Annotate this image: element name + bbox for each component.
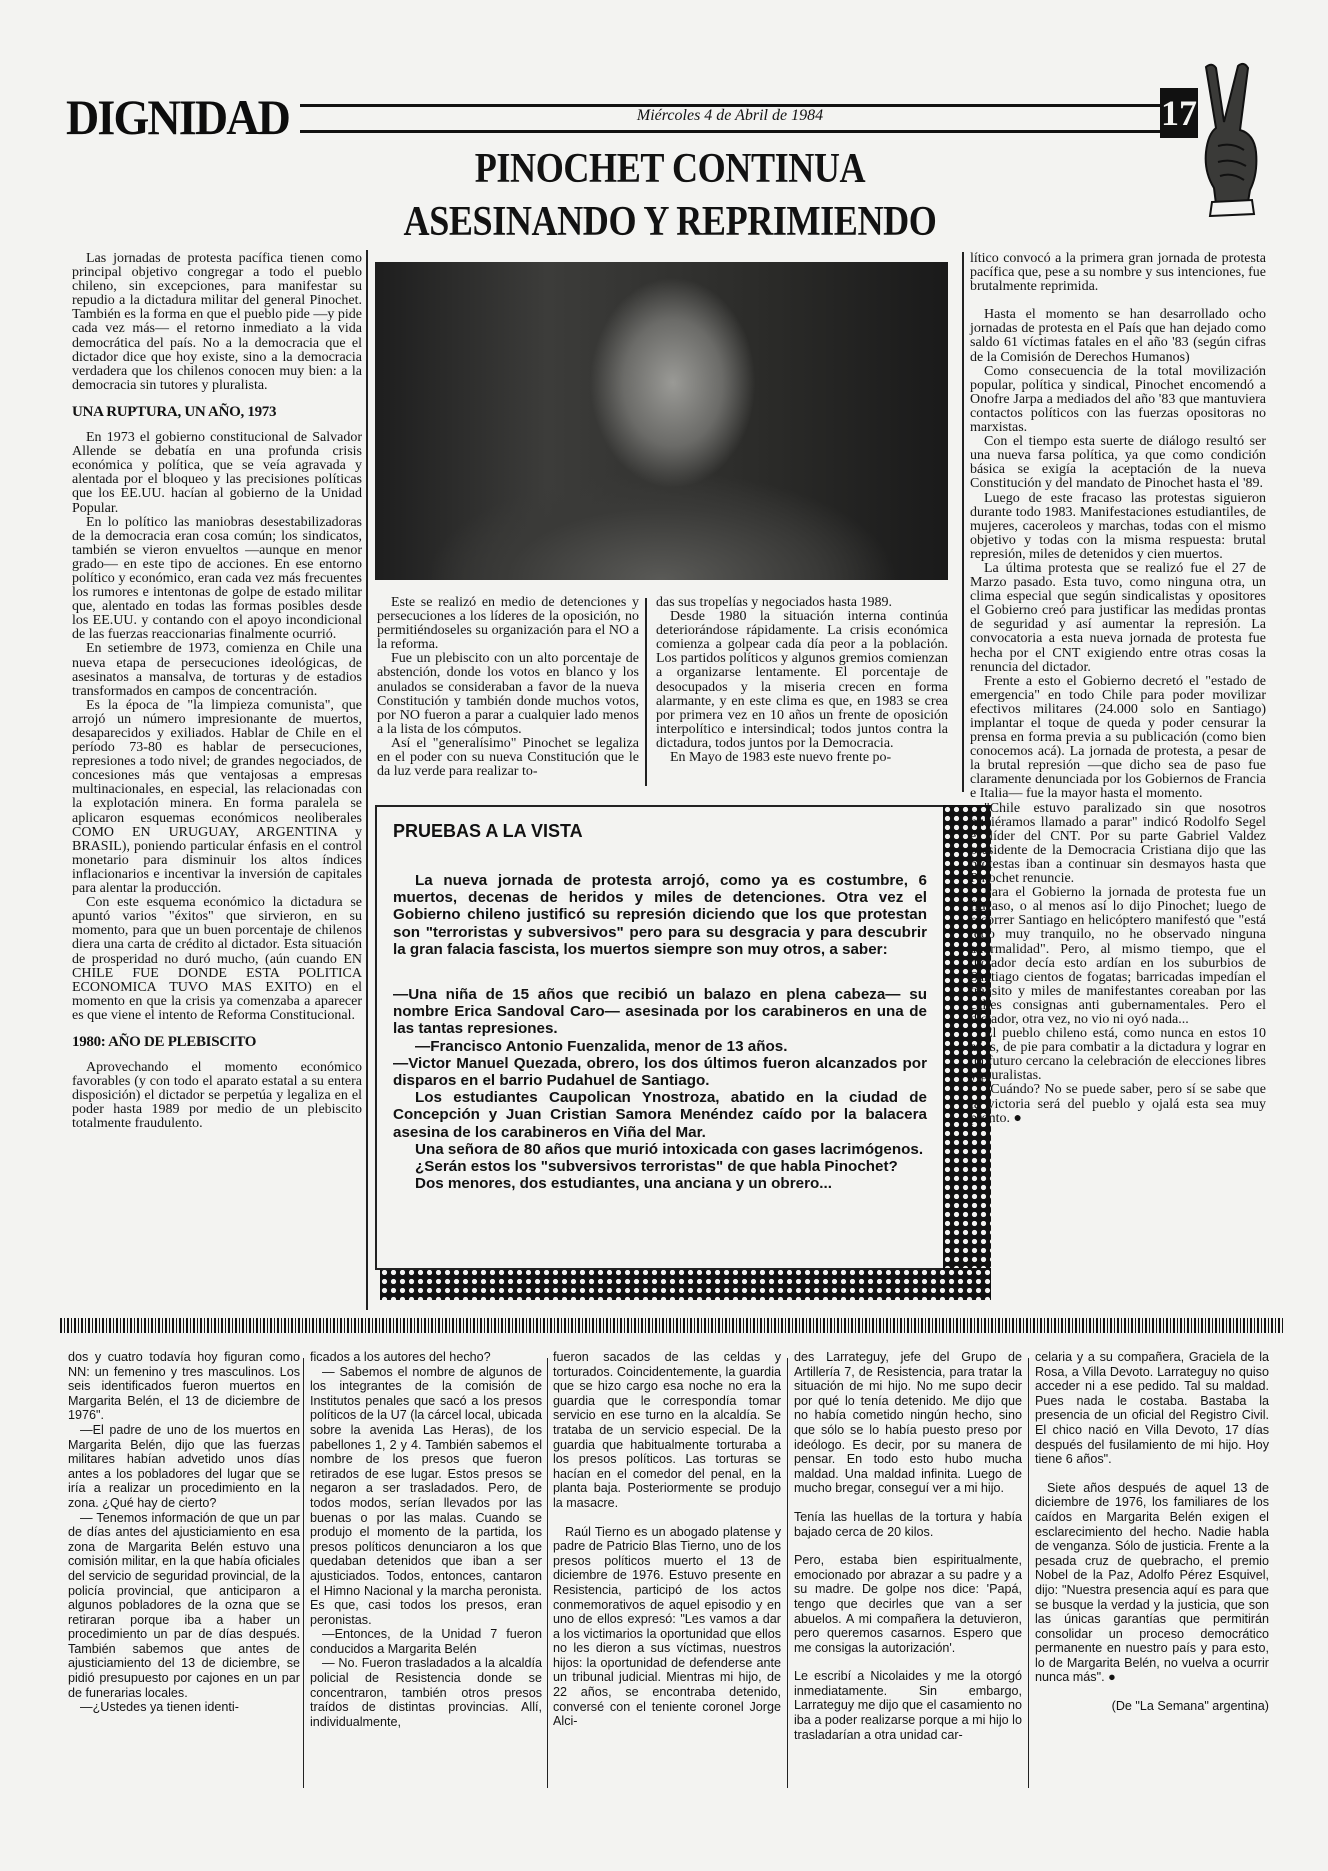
paragraph: — Sabemos el nombre de algunos de los integrantes de la comisión de Institutos penales que sacó a los presos políticos de la U7 (la cárcel local, ubicada sobre la avenida Las Heras), de los pabellones 1, 2 y 4. También sabemos el nombre de los presos que fueron retirados de ese lugar. Estos presos se negaron a ser trasladados. Pero, de todos modos, serían llevados por las buenas o por las malas. Cuando se produjo el momento de la partida, los presos políticos denunciaron a los que quedaban detenidos que iban a ser ajusticiados. Todos, entonces, cantaron el Himno Nacional y la marcha peronista. Es que, casi todos los presos, eran peronistas.: [310, 1364, 542, 1627]
paragraph: Dos menores, dos estudiantes, una anciana y un obrero...: [415, 1175, 832, 1193]
paragraph: En 1973 el gobierno constitucional de Salvador Allende se debatía en una profunda crisis económica y política, que se veía agravada y alentada por el bloqueo y las precisiones políticas que los EE.UU. hacían al gobierno de la Unidad Popular.: [72, 430, 362, 516]
paragraph: Para el Gobierno la jornada de protesta fue un fracaso, o al menos así lo dijo Pinochet; luego de recorrer Santiago en helicóptero manifestó que "está todo muy tranquilo, no he observado ninguna anormalidad". Pero, al mismo tiempo, que el dictador decía esto ardían en los suburbios de Santiago cientos de fogatas; barricadas impedían el tránsito y miles de manifestantes coreaban por las calles consignas anti gubernamentales. Pero el dictador, otra vez, no vio ni oyó nada...: [970, 885, 1266, 1027]
subheading: UNA RUPTURA, UN AÑO, 1973: [72, 403, 277, 420]
continuation-column-1: [68, 1350, 300, 1715]
paragraph: —Victor Manuel Quezada, obrero, los dos últimos fueron alcanzados por disparos en el barrio Pudahuel de Santiago.: [393, 1054, 927, 1090]
paragraph: Luego de este fracaso las protestas siguieron durante todo 1983. Manifestaciones estudiantiles, de mujeres, caceroleos y marchas, todas con el mismo objetivo y todas con la misma respuesta: brutal represión, miles de detenidos y cien muertos.: [970, 490, 1266, 562]
pruebas-sidebar-box: [375, 805, 943, 1270]
paragraph: La última protesta que se realizó fue el 27 de Marzo pasado. Esta tuvo, como ninguna otra, un clima especial que según sindicalistas y opositores el Gobierno creó para justificar las medidas prontas de seguridad y así aumentar la represión. La convocatoria a esta nueva jornada de protesta fue hecha por el CNT exigiendo entre otras cosas la renuncia del dictador.: [970, 560, 1266, 675]
paragraph: En lo político las maniobras desestabilizadoras de la democracia eran cosa común; los sindicatos, también se vieron envueltos —aunque en menor grado— en este tipo de acciones. En ese entorno político y económico, eran cada vez más frecuentes los rumores e intentonas de golpe de estado militar que, alentado en todas las formas posibles desde los EE.UU. y contando con el apoyo incondicional de las fuerzas reaccionarias finalmente ocurrió.: [72, 514, 362, 643]
paragraph: —Una niña de 15 años que recibió un balazo en plena cabeza— su nombre Erica Sandoval Caro— asesinada por los carabineros en una de las tantas represiones.: [393, 986, 927, 1038]
halftone-shadow-bottom: [380, 1268, 991, 1300]
paragraph: Este se realizó en medio de detenciones y persecuciones a los líderes de la oposición, no permitiéndoseles su organización para el NO a la reforma.: [377, 595, 639, 653]
paragraph: Una señora de 80 años que murió intoxicada con gases lacrimógenos.: [415, 1140, 924, 1158]
paragraph: Le escribí a Nicolaides y me la otorgó inmediatamente. Sin embargo, Larrateguy me dijo que el casamiento no iba a poder realizarse porque a mi hijo lo trasladarían a otra unidad car-: [794, 1669, 1022, 1742]
column-divider: [645, 598, 647, 786]
paragraph: celaria y a su compañera, Graciela de la Rosa, a Villa Devoto. Larrateguy no quiso acceder ni a ese pedido. Tal su maldad. Pues nada le costaba. Bastaba la presencia de un oficial del Registro Civil. El chico nació en Villa Devoto, 17 días después del fusilamiento de mi hijo. Hoy tiene 6 años".: [1035, 1350, 1269, 1467]
paragraph: En Mayo de 1983 este nuevo frente po-: [670, 750, 892, 766]
page-number: 17: [1160, 88, 1198, 138]
article-column-4: [970, 252, 1266, 1126]
paragraph: Fue un plebiscito con un alto porcentaje de abstención, donde los votos en blanco y los anulados se consideraban a favor de la nueva Constitución y también donde muchos votos, por NO fueron a parar a cualquier lado menos a la lista de los cómputos.: [377, 651, 639, 737]
issue-date: Miércoles 4 de Abril de 1984: [636, 107, 824, 124]
article-column-3: [656, 596, 948, 765]
paragraph: — No. Fueron trasladados a la alcaldía policial de Resistencia donde se concentraron, también otros presos traídos de distintas provincias. Allí, individualmente,: [310, 1656, 542, 1729]
continuation-column-4: [794, 1350, 1022, 1742]
column-divider: [366, 250, 368, 1310]
newspaper-logo: DIGNIDAD: [66, 89, 289, 145]
headline-line-1: PINOCHET CONTINUA: [474, 146, 866, 192]
paragraph: des Larrateguy, jefe del Grupo de Artillería 7, de Resistencia, para tratar la situación de mi hijo. No me supo decir por qué lo tenía detenido. Me dijo que no había cometido ningún hecho, sino que sólo se lo había puesto preso por ideólogo. Es decir, por su manera de pensar. En todo esto hubo mucha maldad. Una maldad infinita. Luego de mucho bregar, conseguí ver a mi hijo.: [794, 1350, 1022, 1496]
paragraph: Tenía las huellas de la tortura y había bajado cerca de 20 kilos.: [794, 1509, 1022, 1539]
paragraph: Es la época de "la limpieza comunista", que arrojó un número impresionante de muertos, desaparecidos y exiliados. Hablar de Chile en el período 73-80 es hablar de persecuciones, represiones a todo nivel; de grandes negociados, de concesiones más que ventajosas a empresas multinacionales, en especial, las relacionadas con la explotación minera. En forma paralela se aplicaron esquemas económicos neoliberales COMO EN URUGUAY, ARGENTINA y BRASIL), poniendo particular énfasis en el control monetario para disminuir los altos índices inflacionarios e incentivar la inversión de capitales para alentar la producción.: [72, 697, 362, 897]
paragraph: La nueva jornada de protesta arrojó, como ya es costumbre, 6 muertos, decenas de heridos y miles de detenciones. Otra vez el Gobierno chileno justificó su represión diciendo que los que protestan son "terroristas y subversivos" pero para su desgracia y para descubrir la gran falacia fascista, los muertos siempre son muy otros, a saber:: [393, 872, 927, 958]
column-divider: [547, 1358, 548, 1788]
paragraph: —El padre de uno de los muertos en Margarita Belén, dijo que las fuerzas militares habían advetido unos días antes a los pobladores del lugar que se iría a realizar un procedimiento en la zona. ¿Qué hay de cierto?: [68, 1422, 300, 1510]
victory-hand-icon: [1198, 62, 1268, 222]
masthead-rule-bottom: [300, 130, 1160, 133]
paragraph: —¿Ustedes ya tienen identi-: [80, 1700, 239, 1715]
article-column-2: [377, 596, 639, 779]
column-divider: [303, 1358, 304, 1788]
paragraph: En setiembre de 1973, comienza en Chile una nueva etapa de persecuciones ideológicas, de asesinatos a mansalva, de torturas y de estadios transformados en campos de concentración.: [72, 641, 362, 699]
paragraph: fueron sacados de las celdas y torturados. Coincidentemente, la guardia que se hizo cargo esa noche no era la guardia que le correspondía tomar servicio en ese turno en la alcaldía. Se trataba de un servicio especial. De la guardia que habitualmente torturaba a los presos políticos. Las torturas se hacían en el comedor del penal, en la planta baja. Posteriormente se produjo la masacre.: [553, 1350, 781, 1510]
continuation-column-2: [310, 1350, 542, 1729]
paragraph: Así el "generalísimo" Pinochet se legaliza en el poder con su nueva Constitución que le da luz verde para realizar to-: [377, 735, 639, 780]
pinochet-photo: [375, 262, 948, 580]
paragraph: —Francisco Antonio Fuenzalida, menor de 13 años.: [415, 1037, 788, 1055]
paragraph: das sus tropelías y negociados hasta 1989.: [656, 595, 893, 610]
paragraph: Aprovechando el momento económico favorables (y con todo el aparato estatal a su entera disposición) el dictador se perpetúa y legaliza en el poder hasta 1989 por medio de un plebiscito totalmente fraudulento.: [72, 1060, 362, 1132]
paragraph: Los estudiantes Caupolican Ynostroza, abatido en la ciudad de Concepción y Juan Cristian Samora Menéndez caído por la balacera asesina de los carabineros en Viña del Mar.: [393, 1089, 927, 1141]
sidebar-title: PRUEBAS A LA VISTA: [393, 821, 583, 841]
paragraph: "Chile estuvo paralizado sin que nosotros hubiéramos llamado a parar" indicó Rodolfo Segel el líder del CNT. Por su parte Gabriel Valdez presidente de la Democracia Cristiana dijo que las protestas iban a continuar sin desmayos hasta que Pinochet renuncie.: [970, 800, 1266, 887]
paragraph: Como consecuencia de la total movilización popular, política y sindical, Pinochet encomendó a Onofre Jarpa a mediados del año '83 que mantuviera contactos políticos con las fuerzas opositoras no marxistas.: [970, 363, 1266, 436]
continuation-column-3: [553, 1350, 781, 1729]
paragraph: —Entonces, de la Unidad 7 fueron conducidos a Margarita Belén: [310, 1627, 542, 1656]
paragraph: El pueblo chileno está, como nunca en estos 10 años, de pie para combatir a la dictadura y lograr en un futuro cercano la celebración de elecciones libres y pluralistas.: [970, 1026, 1266, 1084]
paragraph: dos y cuatro todavía hoy figuran como NN: un femenino y tres masculinos. Los seis identificados fueron muertos en Margarita Belén, el 13 de diciembre de 1976".: [68, 1350, 300, 1423]
article-column-1: [72, 252, 362, 1132]
paragraph: Desde 1980 la situación interna continúa deteriorándose rápidamente. La crisis económica comienza a golpear cada día peor a la población. Los partidos políticos y algunos gremios comienzan a organizarse lentamente. El porcentaje de desocupados y la miseria crecen en forma alarmante, y en este clima es que, en 1983 se crea por primera vez en 10 años un frente de oposición interpolítico e intersindical; todos juntos contra la dictadura, todos juntos por la Democracia.: [656, 609, 948, 751]
paragraph: — Tenemos información de que un par de días antes del ajusticiamiento en esa zona de Margarita Belén estuvo una comisión militar, en la que había oficiales del servicio de seguridad provincial, de la policía provincial, que anticiparon a algunos pobladores de la ozna que se retiraran porque iba a haber un procedimiento un par de días después. También sabemos que antes de ajusticiamiento del 13 de diciembre, se pidió presupuesto por cajones en un par de funerarias locales.: [68, 1510, 300, 1700]
paragraph: Raúl Tierno es un abogado platense y padre de Patricio Blas Tierno, uno de los presos políticos muerto el 13 de diciembre de 1976. Estuvo presente en Resistencia, participó de los actos conmemorativos de aquel episodio y en uno de ellos expresó: "Les vamos a dar a los victimarios la oportunidad que ellos no les dieron a sus víctimas, nuestros hijos: la oportunidad de defenderse ante un tribunal judicial. Mientras mi hijo, de 22 años, se encontraba detenido, conversé con el teniente coronel Jorge Alci-: [553, 1524, 781, 1729]
paragraph: Siete años después de aquel 13 de diciembre de 1976, los familiares de los caídos en Margarita Belén exigen el esclarecimiento del hecho. Nadie habla de venganza. Sólo de justicia. Frente a la pesada cruz de quebracho, el premio Nobel de la Paz, Adolfo Pérez Esquivel, dijo: "Nuestra presencia aquí es para que se busque la verdad y la justicia, que son las únicas garantías que permitirán consolidar un proceso democrático permanente en nuestro país y para esto, lo de Margarita Belén, no vuelva a ocurrir nunca más". ●: [1035, 1480, 1269, 1685]
paragraph: Con este esquema económico la dictadura se apuntó varios "éxitos" que sirvieron, en su momento, para que un buen porcentaje de chilenos diera una carta de crédito al dictador. Esta situación de prosperidad no duró mucho, (aún cuando EN CHILE FUE DONDE ESTA POLITICA ECONOMICA TUVO MAS EXITO) en el momento en que la crisis ya comenzaba a aparecer es que viene el intento de Reforma Constitucional.: [72, 895, 362, 1023]
column-divider: [1028, 1358, 1029, 1788]
subheading: 1980: AÑO DE PLEBISCITO: [72, 1033, 257, 1050]
paragraph: ¿Serán estos los "subversivos terroristas" de que habla Pinochet?: [415, 1158, 898, 1176]
paragraph: Las jornadas de protesta pacífica tienen como principal objetivo congregar a todo el pueblo chileno, sin excepciones, para manifestar su repudio a la dictadura militar del general Pinochet. También es la forma en que el pueblo pide —y pide cada vez más— el retorno inmediato a la vida democrática del país. No a la democracia que el dictador dice que hoy existe, sino a la democracia verdadera que los chilenos conocen muy bien: a la democracia sin tutores y pluralista.: [72, 251, 362, 393]
paragraph: Con el tiempo esta suerte de diálogo resultó ser una nueva farsa política, ya que como condición básica se exigía la aceptación de la nueva Constitución y del mandato de Pinochet hasta el '89.: [970, 434, 1266, 492]
paragraph: lítico convocó a la primera gran jornada de protesta pacífica que, pese a su nombre y sus intenciones, fue brutalmente reprimida.: [970, 251, 1266, 295]
source-credit: (De "La Semana" argentina): [1111, 1699, 1269, 1714]
paragraph: ficados a los autores del hecho?: [310, 1350, 491, 1364]
continuation-column-5: [1035, 1350, 1269, 1714]
headline-line-2: ASESINANDO Y REPRIMIENDO: [403, 199, 937, 245]
paragraph: Frente a esto el Gobierno decretó el "estado de emergencia" en todo Chile para poder movilizar efectivos militares (24.000 solo en Santiago) implantar el toque de queda y poder censurar la prensa en forma previa a su publicación (como bien conocemos acá). La jornada de protesta, a pesar de la brutal represión —que dicho sea de paso fue claramente denunciada por los Gobiernos de Francia e Italia— fue la mayor hasta el momento.: [970, 673, 1266, 802]
section-divider-bar: [60, 1318, 1285, 1333]
column-divider: [962, 252, 964, 792]
paragraph: ¿Cuándo? No se puede saber, pero sí se sabe que la victoria será del pueblo y ojalá esta sea muy pronto. ●: [970, 1082, 1266, 1126]
paragraph: Hasta el momento se han desarrollado ocho jornadas de protesta en el País que han dejado como saldo 61 víctimas fatales en el año '83 (según cifras de la Comisión de Derechos Humanos): [970, 307, 1266, 365]
column-divider: [787, 1358, 788, 1788]
paragraph: Pero, estaba bien espiritualmente, emocionado por abrazar a su padre y a su madre. De golpe nos dice: 'Papá, tengo que decirles que van a ser abuelos. A mi compañera la detuvieron, pero queremos casarnos. Espero que me consigas la autorización'.: [794, 1553, 1022, 1655]
